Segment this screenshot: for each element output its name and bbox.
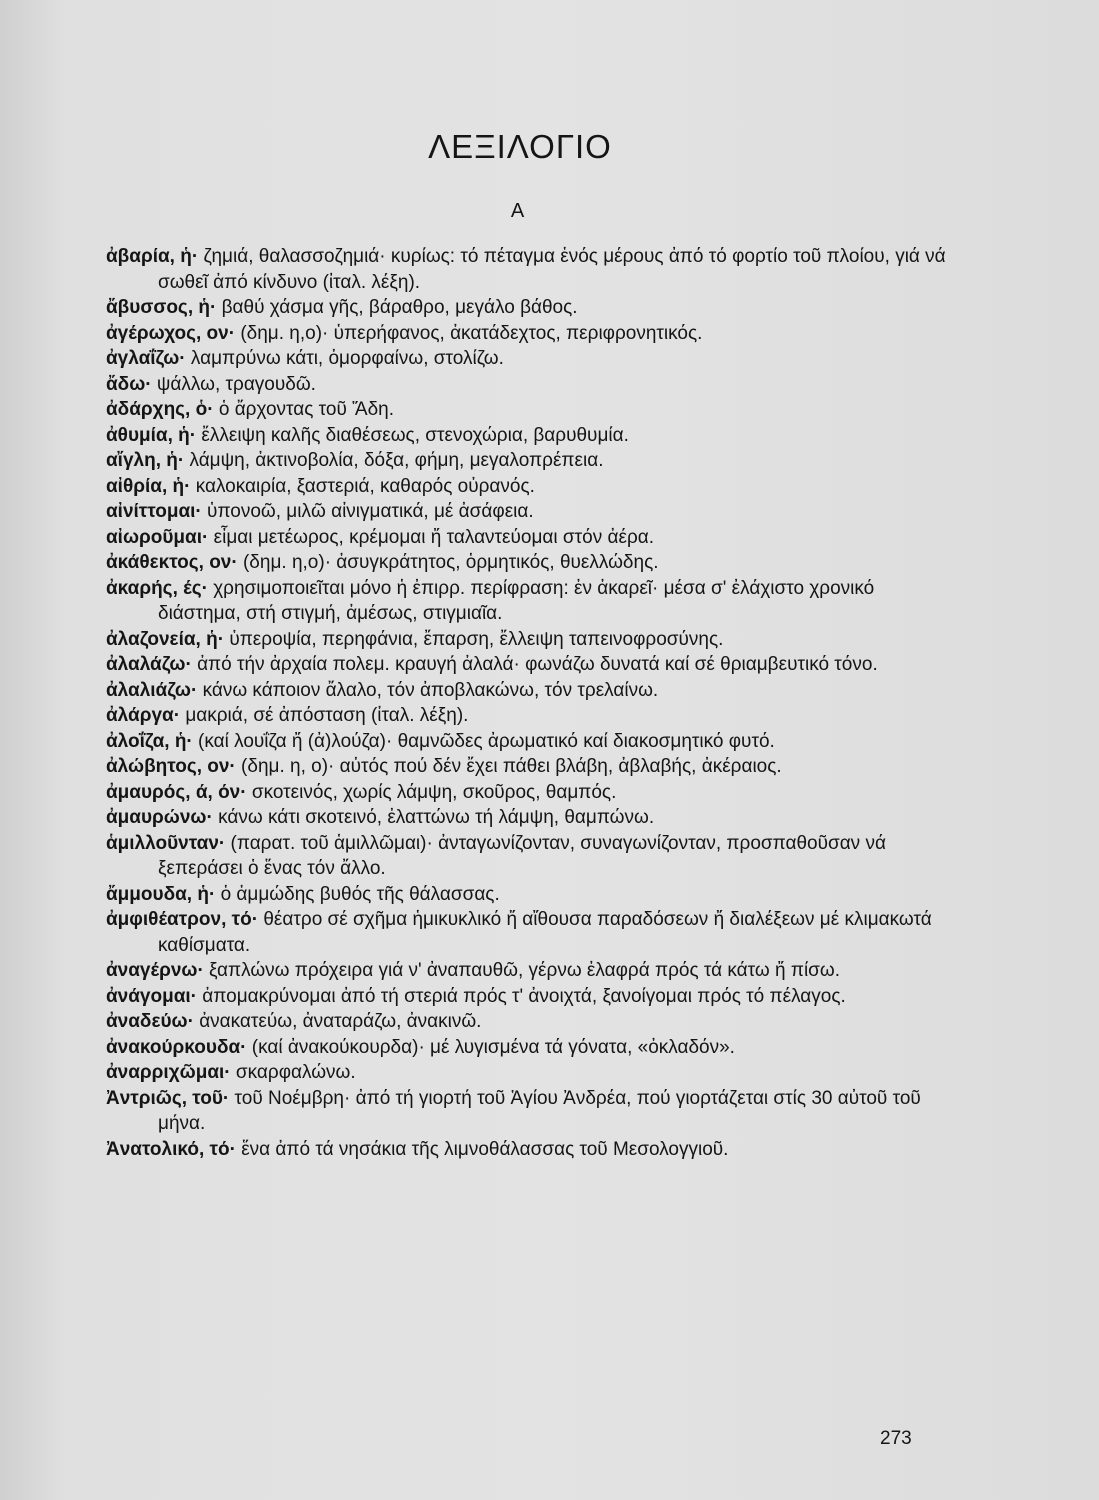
entry [106, 499, 946, 525]
definition: ὁ ἀμμώδης βυθός τῆς θάλασσας. [220, 883, 500, 905]
definition: σκαρφαλώνω. [235, 1062, 356, 1083]
definition: ἀνακατεύω, ἀναταράζω, ἀνακινῶ. [199, 1011, 482, 1032]
entry [106, 1086, 946, 1137]
definition: χρησιμοποιεῖται μόνο ἡ ἐπιρρ. περίφραση: ἐν ἀκαρεῖ· μέσα σ' ἐλάχιστο χρονικό διάστημα, στή στιγμή, ἀμέσως, στιγμιαῖα. [158, 577, 875, 624]
entry [106, 703, 946, 729]
entry [106, 754, 946, 780]
entry [106, 805, 946, 831]
entry [106, 984, 946, 1010]
headword: ἀθυμία, ἡ· [106, 424, 197, 446]
headword: ἄμμουδα, ἡ· [106, 883, 216, 905]
headword: ἀμφιθέατρον, τό· [106, 909, 259, 930]
headword: ἀλαζονεία, ἡ· [106, 628, 225, 650]
definition: ἔλλειψη καλῆς διαθέσεως, στενοχώρια, βαρυθυμία. [201, 424, 629, 446]
headword: αἰωροῦμαι· [106, 526, 209, 548]
entry [106, 831, 946, 882]
definition: βαθύ χάσμα γῆς, βάραθρο, μεγάλο βάθος. [221, 297, 578, 318]
entry [106, 729, 946, 755]
definition: ἀπομακρύνομαι ἀπό τή στεριά πρός τ' ἀνοιχτά, ξανοίγομαι πρός τό πέλαγος. [202, 985, 846, 1007]
headword: ἀναδεύω· [106, 1011, 194, 1032]
headword: ἀβαρία, ἡ· [106, 246, 199, 267]
headword: ἀναγέρνω· [106, 960, 204, 981]
headword: ἀκάθεκτος, ον· [106, 552, 238, 573]
definition: εἶμαι μετέωρος, κρέμομαι ἤ ταλαντεύομαι στόν ἀέρα. [213, 526, 655, 548]
entry [106, 576, 946, 627]
definition: θέατρο σέ σχῆμα ἡμικυκλικό ἤ αἴθουσα παραδόσεων ἤ διαλέξεων μέ κλιμακωτά καθίσματα. [158, 909, 932, 956]
entry [106, 525, 946, 551]
entry [106, 423, 946, 449]
definition: ψάλλω, τραγουδῶ. [156, 373, 316, 395]
headword: ἀγλαΐζω· [106, 348, 186, 369]
definition: λαμπρύνω κάτι, ὀμορφαίνω, στολίζω. [190, 348, 504, 369]
entry [106, 882, 946, 908]
definition: λάμψη, ἀκτινοβολία, δόξα, φήμη, μεγαλοπρέπεια. [189, 450, 604, 471]
definition: ζημιά, θαλασσοζημιά· κυρίως: τό πέταγμα ἑνός μέρους ἀπό τό φορτίο τοῦ πλοίου, γιά νά σωθεῖ ἀπό κίνδυνο (ἰταλ. λέξη). [158, 246, 946, 293]
headword: ἄβυσσος, ἡ· [106, 297, 217, 318]
headword: ἀμαυρώνω· [106, 807, 213, 828]
headword: ἀλάργα· [106, 705, 181, 726]
entry [106, 295, 946, 321]
page-number: 273 [880, 1428, 912, 1449]
definition: (καί λουΐζα ἤ (ἀ)λούζα)· θαμνῶδες ἀρωματικό καί διακοσμητικό φυτό. [198, 730, 775, 752]
definition: ἀπό τήν ἀρχαία πολεμ. κραυγή ἀλαλά· φωνάζω δυνατά καί σέ θριαμβευτικό τόνο. [197, 654, 878, 675]
definition: (δημ. η,ο)· ἀσυγκράτητος, ὁρμητικός, θυελλώδης. [242, 552, 659, 573]
definition: (παρατ. τοῦ ἁμιλλῶμαι)· ἀνταγωνίζονταν, συναγωνίζονταν, προσπαθοῦσαν νά ξεπεράσει ὁ ἕνας τόν ἄλλο. [158, 832, 886, 879]
entry [106, 550, 946, 576]
headword: ἀνάγομαι· [106, 985, 198, 1007]
headword: ἀναρριχῶμαι· [106, 1062, 231, 1083]
headword: αἰθρία, ἡ· [106, 475, 191, 497]
definition: ὑπεροψία, περηφάνια, ἔπαρση, ἔλλειψη ταπεινοφροσύνης. [229, 628, 724, 650]
headword: ἀλώβητος, ον· [106, 756, 236, 777]
entries-list [106, 244, 946, 1162]
headword: ἀμαυρός, ά, όν· [106, 781, 247, 803]
definition: κάνω κάποιον ἄλαλο, τόν ἀποβλακώνω, τόν τρελαίνω. [202, 679, 659, 701]
entry [106, 448, 946, 474]
page-title: ΛΕΞΙΛΟΓΙΟ [428, 128, 612, 165]
definition: μακριά, σέ ἀπόσταση (ἰταλ. λέξη). [185, 705, 469, 726]
headword: ἄδω· [106, 373, 152, 395]
definition: τοῦ Νοέμβρη· ἀπό τή γιορτή τοῦ Ἁγίου Ἀνδρέα, πού γιορτάζεται στίς 30 αὐτοῦ τοῦ μήνα. [158, 1087, 921, 1134]
entry [106, 1035, 946, 1061]
entry [106, 907, 946, 958]
entry [106, 652, 946, 678]
headword: ἁμιλλοῦνταν· [106, 832, 226, 854]
headword: Ἀντριῶς, τοῦ· [106, 1087, 230, 1109]
headword: Ἀνατολικό, τό· [106, 1138, 236, 1160]
entry [106, 397, 946, 423]
definition: (καί ἀνακούκουρδα)· μέ λυγισμένα τά γόνατα, «ὀκλαδόν». [251, 1036, 735, 1058]
entry [106, 372, 946, 398]
headword: ἀγέρωχος, ον· [106, 322, 236, 344]
entry [106, 1137, 946, 1163]
headword: ἀδάρχης, ὁ· [106, 399, 214, 420]
entry [106, 678, 946, 704]
definition: ὁ ἄρχοντας τοῦ Ἅδη. [218, 399, 395, 420]
headword: ἀλοΐζα, ἡ· [106, 730, 193, 752]
definition: καλοκαιρία, ξαστεριά, καθαρός οὐρανός. [195, 475, 535, 497]
headword: αἰνίττομαι· [106, 501, 202, 522]
definition: ἕνα ἀπό τά νησάκια τῆς λιμνοθάλασσας τοῦ Μεσολογγιοῦ. [241, 1138, 729, 1160]
definition: ξαπλώνω πρόχειρα γιά ν' ἀναπαυθῶ, γέρνω ἐλαφρά πρός τά κάτω ἤ πίσω. [209, 960, 841, 981]
entry [106, 346, 946, 372]
entry [106, 780, 946, 806]
headword: ἀκαρής, ές· [106, 577, 208, 599]
headword: αἴγλη, ἡ· [106, 450, 185, 471]
entry [106, 627, 946, 653]
definition: ὑπονοῶ, μιλῶ αἰνιγματικά, μέ ἀσάφεια. [207, 501, 534, 522]
entry [106, 1060, 946, 1086]
entry [106, 474, 946, 500]
definition: σκοτεινός, χωρίς λάμψη, σκοῦρος, θαμπός. [251, 781, 617, 803]
entry [106, 244, 946, 295]
headword: ἀνακούρκουδα· [106, 1036, 247, 1058]
headword: ἀλαλιάζω· [106, 679, 198, 701]
entry [106, 321, 946, 347]
definition: κάνω κάτι σκοτεινό, ἐλαττώνω τή λάμψη, θαμπώνω. [218, 807, 655, 828]
entry [106, 958, 946, 984]
entry [106, 1009, 946, 1035]
definition: (δημ. η, ο)· αὐτός πού δέν ἔχει πάθει βλάβη, ἀβλαβής, ἀκέραιος. [241, 756, 782, 777]
section-letter: Α [510, 200, 525, 222]
headword: ἀλαλάζω· [106, 654, 192, 675]
definition: (δημ. η,ο)· ὑπερήφανος, ἀκατάδεχτος, περιφρονητικός. [240, 322, 703, 344]
